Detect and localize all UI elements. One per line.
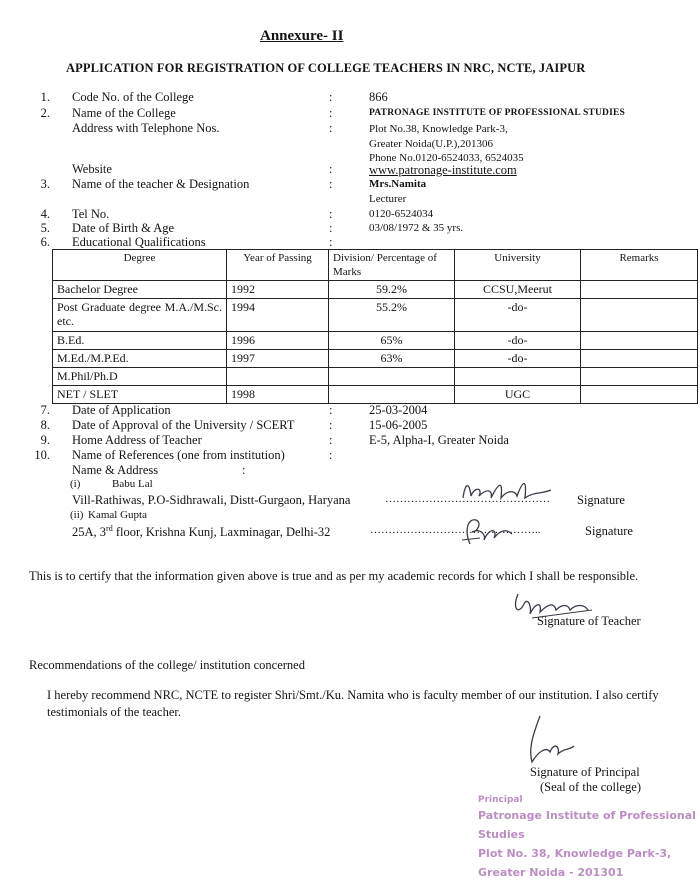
reference-index: (ii) [70, 509, 84, 521]
stamp-line-principal: Principal [478, 795, 523, 805]
cell-division [329, 386, 455, 404]
stamp-line-institute: Patronage Institute of Professional Studies [478, 809, 696, 841]
cell-degree: NET / SLET [53, 386, 227, 404]
field-number: 1. [40, 90, 50, 104]
field-separator: : [242, 463, 246, 477]
annexure-title: Annexure- II [260, 28, 344, 44]
reference-signature-label: Signature [577, 493, 625, 507]
field-value-teacher-name: Mrs.Namita [369, 178, 427, 190]
cell-remarks [581, 281, 698, 299]
field-label-address: Address with Telephone Nos. [72, 121, 220, 135]
reference-signature-ink [450, 510, 530, 550]
field-separator: : [329, 90, 333, 104]
field-separator: : [329, 121, 333, 135]
table-row [53, 350, 698, 368]
stamp-line-address: Plot No. 38, Knowledge Park-3, [478, 847, 672, 860]
reference-signature-label: Signature [585, 524, 633, 538]
table-row [53, 332, 698, 350]
field-number: 7. [40, 403, 50, 417]
table-row [53, 281, 698, 299]
field-separator: : [329, 403, 333, 417]
cell-division: 59.2% [329, 281, 455, 299]
field-label-tel: Tel No. [72, 207, 110, 221]
principal-signature-ink [520, 712, 580, 768]
cell-university: -do- [455, 350, 581, 368]
cell-year: 1994 [227, 299, 329, 332]
field-value-college-name: PATRONAGE INSTITUTE OF PROFESSIONAL STUDIES [369, 108, 626, 118]
cell-division: 65% [329, 332, 455, 350]
cell-degree: M.Ed./M.P.Ed. [53, 350, 227, 368]
field-label-college-name: Name of the College [72, 106, 176, 120]
signature-dots: ……………………………………… [385, 493, 550, 505]
column-header-year: Year of Passing [227, 250, 329, 281]
cell-year [227, 368, 329, 386]
column-header-degree: Degree [53, 250, 227, 281]
education-table [52, 249, 698, 404]
reference-name: Kamal Gupta [88, 509, 147, 521]
seal-label: (Seal of the college) [540, 780, 641, 794]
cell-remarks [581, 386, 698, 404]
recommendation-heading: Recommendations of the college/ institution concerned [29, 658, 305, 672]
table-row [53, 368, 698, 386]
field-value-address-line2: Greater Noida(U.P.),201306 [369, 138, 494, 150]
field-number: 10. [34, 448, 50, 462]
field-value-approval-date: 15-06-2005 [369, 418, 428, 432]
field-label-college-code: Code No. of the College [72, 90, 194, 104]
cell-year: 1996 [227, 332, 329, 350]
field-number: 2. [40, 106, 50, 120]
field-number: 9. [40, 433, 50, 447]
reference-name: Babu Lal [112, 478, 153, 490]
cell-remarks [581, 368, 698, 386]
field-separator: : [329, 177, 333, 191]
field-label-qualifications: Educational Qualifications [72, 235, 206, 249]
reference-address: Vill-Rathiwas, P.O-Sidhrawali, Distt-Gurgaon, Haryana [72, 493, 351, 507]
reference-signature-ink [455, 476, 565, 506]
cell-university: UGC [455, 386, 581, 404]
cell-university [455, 368, 581, 386]
cell-division [329, 368, 455, 386]
field-separator: : [329, 162, 333, 176]
cell-degree: Post Graduate degree M.A./M.Sc. etc. [53, 299, 227, 332]
cell-university: -do- [455, 299, 581, 332]
column-header-remarks: Remarks [581, 250, 698, 281]
principal-signature-label: Signature of Principal [530, 765, 640, 779]
cell-division: 63% [329, 350, 455, 368]
cell-remarks [581, 332, 698, 350]
field-separator: : [329, 106, 333, 120]
reference-index: (i) [70, 478, 81, 490]
field-label-home-address: Home Address of Teacher [72, 433, 202, 447]
cell-year: 1997 [227, 350, 329, 368]
field-label-teacher: Name of the teacher & Designation [72, 177, 250, 191]
cell-year: 1998 [227, 386, 329, 404]
column-header-division: Division/ Percentage of Marks [329, 250, 455, 281]
cell-university: CCSU,Meerut [455, 281, 581, 299]
field-value-tel: 0120-6524034 [369, 208, 434, 220]
field-value-home-address: E-5, Alpha-I, Greater Noida [369, 433, 509, 447]
field-separator: : [329, 433, 333, 447]
field-label-application-date: Date of Application [72, 403, 171, 417]
cell-year: 1992 [227, 281, 329, 299]
field-number: 5. [40, 221, 50, 235]
field-number: 4. [40, 207, 50, 221]
field-number: 6. [40, 235, 50, 249]
recommendation-text: I hereby recommend NRC, NCTE to register Shri/Smt./Ku. Namita who is faculty member of our institution. I also certify testimonials of the teacher. [47, 688, 659, 719]
field-label-approval-date: Date of Approval of the University / SCERT [72, 418, 295, 432]
column-header-university: University [455, 250, 581, 281]
teacher-signature-label: Signature of Teacher [537, 614, 641, 628]
field-separator: : [329, 235, 333, 249]
field-value-dob: 03/08/1972 & 35 yrs. [369, 222, 464, 234]
table-header-row [53, 250, 698, 281]
field-separator: : [329, 221, 333, 235]
field-label-references: Name of References (one from institution) [72, 448, 285, 462]
field-value-college-code: 866 [369, 90, 388, 104]
table-row [53, 299, 698, 332]
field-value-designation: Lecturer [369, 193, 407, 205]
document-heading: APPLICATION FOR REGISTRATION OF COLLEGE TEACHERS IN NRC, NCTE, JAIPUR [66, 61, 586, 75]
table-row [53, 386, 698, 404]
cell-remarks [581, 299, 698, 332]
field-value-address-line1: Plot No.38, Knowledge Park-3, [369, 123, 508, 135]
field-number: 3. [40, 177, 50, 191]
website-link[interactable]: www.patronage-institute.com [369, 163, 517, 177]
cell-degree: Bachelor Degree [53, 281, 227, 299]
certification-text: This is to certify that the information given above is true and as per my academic records for which I shall be responsible. [29, 569, 639, 583]
field-separator: : [329, 207, 333, 221]
field-value-application-date: 25-03-2004 [369, 403, 428, 417]
cell-division: 55.2% [329, 299, 455, 332]
field-separator: : [329, 418, 333, 432]
cell-degree: B.Ed. [53, 332, 227, 350]
field-separator: : [329, 448, 333, 462]
cell-degree: M.Phil/Ph.D [53, 368, 227, 386]
reference-address: 25A, 3rd floor, Krishna Kunj, Laxminagar, Delhi-32 [72, 524, 331, 540]
field-label-dob: Date of Birth & Age [72, 221, 175, 235]
cell-university: -do- [455, 332, 581, 350]
cell-remarks [581, 350, 698, 368]
field-number: 8. [40, 418, 50, 432]
references-label: Name & Address [72, 463, 159, 477]
signature-dots: ……………………………………….. [370, 524, 541, 536]
field-value-phone: Phone No.0120-6524033, 6524035 [369, 152, 524, 164]
stamp-line-city: Greater Noida - 201301 [478, 866, 624, 879]
field-label-website: Website [72, 162, 112, 176]
college-seal-stamp [478, 794, 700, 882]
